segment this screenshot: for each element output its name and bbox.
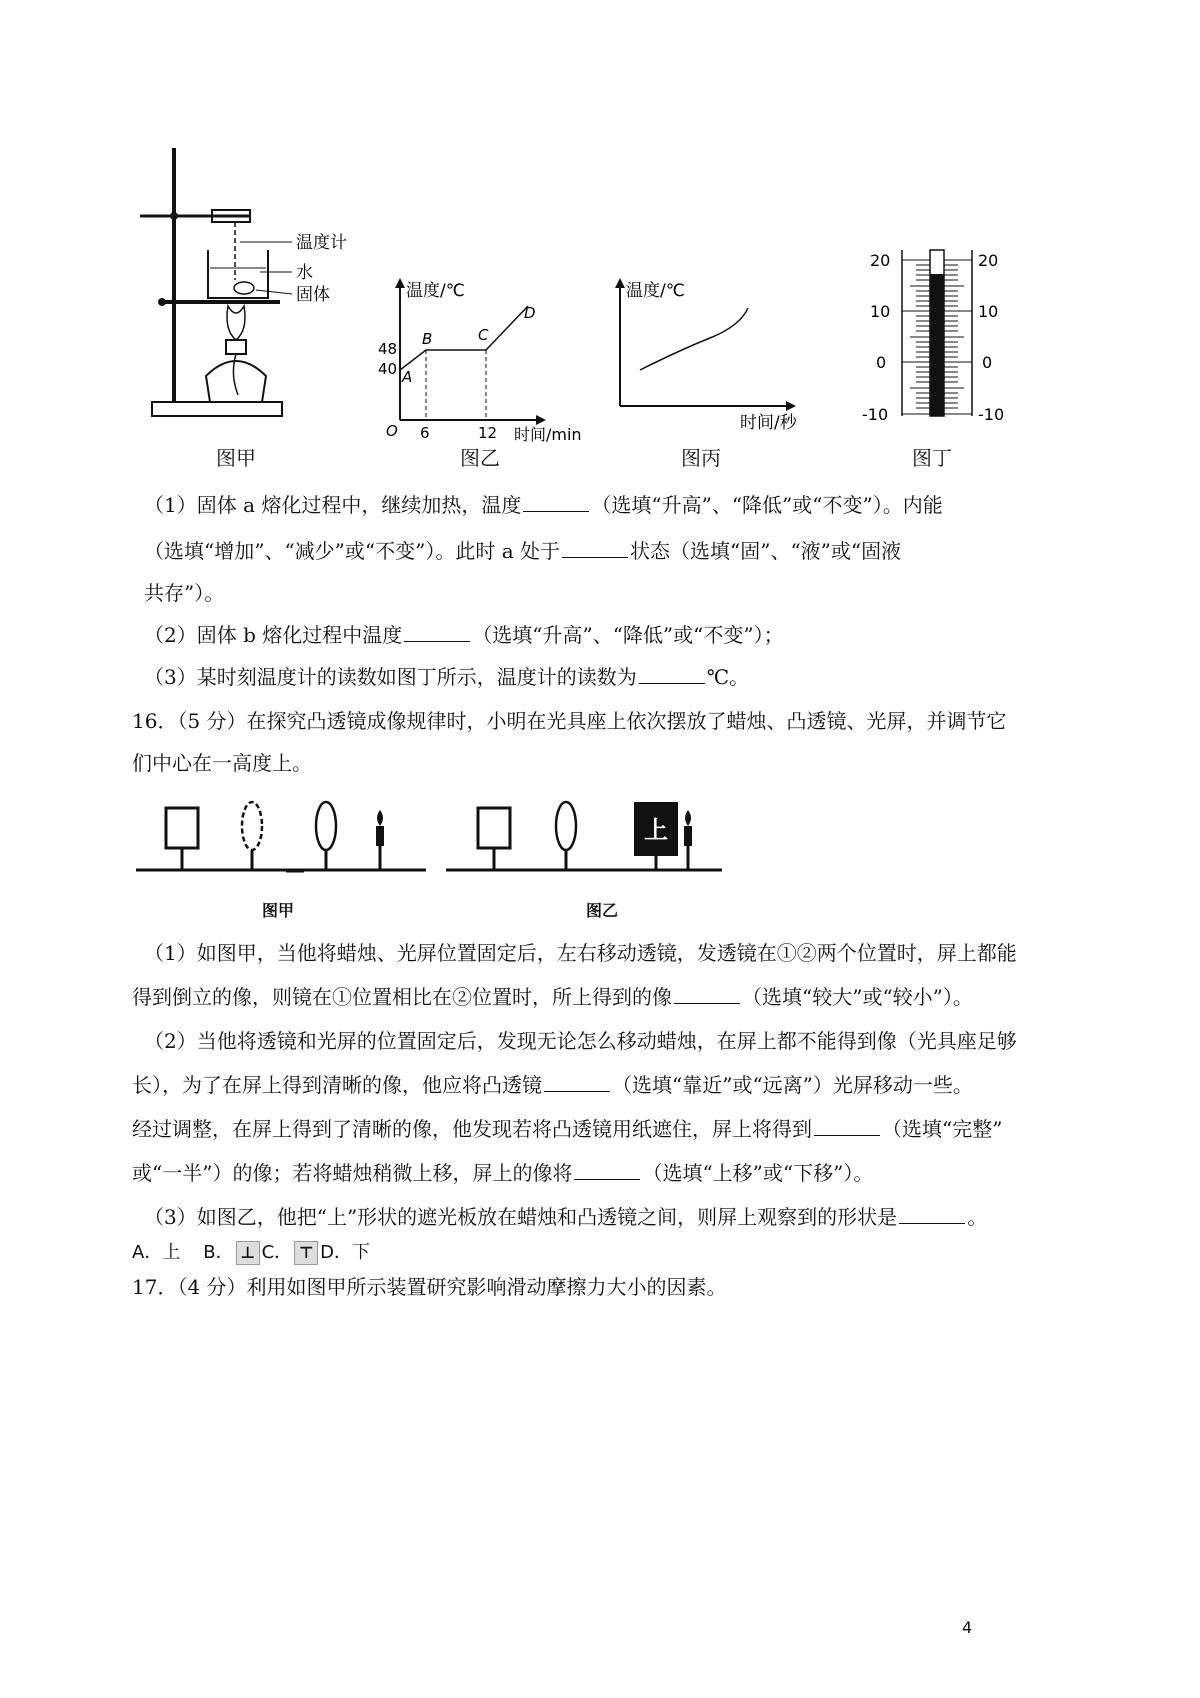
ding-tick-left-0: 0 xyxy=(876,353,887,372)
caption-bing: 图丙 xyxy=(681,446,721,470)
board-char: 上 xyxy=(644,816,668,844)
yi-xlabel: 时间/min xyxy=(514,425,582,444)
q17-title: 17．（4 分）利用如图甲所示装置研究影响滑动摩擦力大小的因素。 xyxy=(132,1275,727,1299)
q15-p1-line2: （选填“增加”、“减少”或“不变”）。此时 a 处于 状态（选填“固”、“液”或“固液 xyxy=(144,539,902,563)
answer-blank[interactable] xyxy=(523,493,589,512)
q16-title-line2: 们中心在一高度上。 xyxy=(132,751,312,775)
inverted-shang-icon: ⊥ xyxy=(236,1241,260,1265)
label-thermometer: 温度计 xyxy=(296,233,347,253)
q16-p3: （3）如图乙，他把“上”形状的遮光板放在蜡烛和凸透镜之间，则屏上观察到的形状是 。 xyxy=(144,1205,988,1229)
answer-blank[interactable] xyxy=(574,1161,640,1180)
answer-blank[interactable] xyxy=(562,539,628,558)
q16-p1-line2: 得到倒立的像，则镜在①位置相比在②位置时，所上得到的像 （选填“较大”或“较小”）。 xyxy=(132,985,973,1009)
ding-tick-right-10: 10 xyxy=(978,302,999,321)
label-solid: 固体 xyxy=(296,285,330,305)
page-number: 4 xyxy=(962,1618,973,1637)
answer-blank[interactable] xyxy=(899,1205,965,1224)
yi-origin: O xyxy=(386,422,398,440)
yi-xtick-12: 12 xyxy=(478,424,498,442)
bing-ylabel: 温度/℃ xyxy=(626,281,685,301)
caption-yi: 图乙 xyxy=(460,446,500,470)
q16-p2-line1: （2）当他将透镜和光屏的位置固定后，发现无论怎么移动蜡烛，在屏上都不能得到像（光具座足够 xyxy=(144,1029,1017,1053)
ding-tick-left-minus10: -10 xyxy=(862,405,889,424)
yi-ytick-48: 48 xyxy=(378,340,398,358)
caption-ding: 图丁 xyxy=(912,446,952,470)
q16-p2-line2: 长），为了在屏上得到清晰的像，他应将凸透镜 （选填“靠近”或“远离”）光屏移动一些。 xyxy=(132,1073,973,1097)
yi-point-a: A xyxy=(402,368,413,386)
yi-point-c: C xyxy=(478,326,489,344)
ding-tick-left-10: 10 xyxy=(870,302,891,321)
q16-options xyxy=(132,1240,1052,1266)
q16-p2-line3: 经过调整，在屏上得到了清晰的像，他发现若将凸透镜用纸遮住，屏上将得到 （选填“完整” xyxy=(132,1117,1003,1141)
caption-q16-jia: 图甲 xyxy=(262,901,295,920)
q15-p2: （2）固体 b 熔化过程中温度 （选填“升高”、“降低”或“不变”）； xyxy=(144,623,784,647)
ding-tick-right-minus10: -10 xyxy=(978,405,1005,424)
q16-p2-line4: 或“一半”）的像；若将蜡烛稍微上移，屏上的像将 （选填“上移”或“下移”）。 xyxy=(132,1161,874,1185)
caption-jia: 图甲 xyxy=(216,446,256,470)
figure-q16-yi xyxy=(446,800,722,920)
figure-jia-apparatus xyxy=(140,140,370,430)
ding-tick-left-20: 20 xyxy=(870,251,891,270)
yi-ylabel: 温度/℃ xyxy=(406,281,465,301)
option-a[interactable]: A．上 xyxy=(132,1242,181,1263)
option-c[interactable]: C． xyxy=(261,1242,293,1263)
yi-ytick-40: 40 xyxy=(378,360,398,378)
yi-xtick-6: 6 xyxy=(420,424,430,442)
option-d[interactable]: D．下 xyxy=(320,1242,371,1263)
answer-blank[interactable] xyxy=(404,623,470,642)
flipped-shang-icon: ⊤ xyxy=(294,1241,318,1265)
figure-bing-graph xyxy=(600,270,830,440)
q15-p1-line1: （1）固体 a 熔化过程中，继续加热，温度 （选填“升高”、“降低”或“不变”）。内能 xyxy=(144,493,943,517)
answer-blank[interactable] xyxy=(639,665,705,684)
q15-p3: （3）某时刻温度计的读数如图丁所示，温度计的读数为 ℃。 xyxy=(144,665,750,689)
answer-blank[interactable] xyxy=(674,985,740,1004)
option-b[interactable]: B． xyxy=(203,1242,234,1263)
answer-blank[interactable] xyxy=(544,1073,610,1092)
q16-p1-line1: （1）如图甲，当他将蜡烛、光屏位置固定后，左右移动透镜，发透镜在①②两个位置时，屏上都能 xyxy=(144,941,1017,965)
ding-tick-right-20: 20 xyxy=(978,251,999,270)
yi-point-d: D xyxy=(524,304,536,322)
caption-q16-yi: 图乙 xyxy=(586,901,619,920)
label-water: 水 xyxy=(296,263,313,283)
q16-title-line1: 16．（5 分）在探究凸透镜成像规律时，小明在光具座上依次摆放了蜡烛、凸透镜、光屏，并调节它 xyxy=(132,709,1007,733)
yi-point-b: B xyxy=(422,330,433,348)
answer-blank[interactable] xyxy=(814,1117,880,1136)
ding-tick-right-0: 0 xyxy=(982,353,993,372)
q15-p1-line3: 共存”）。 xyxy=(144,581,225,605)
bing-xlabel: 时间/秒 xyxy=(740,413,797,433)
figure-yi-graph xyxy=(378,270,610,444)
figure-ding-thermometer xyxy=(860,244,1040,424)
